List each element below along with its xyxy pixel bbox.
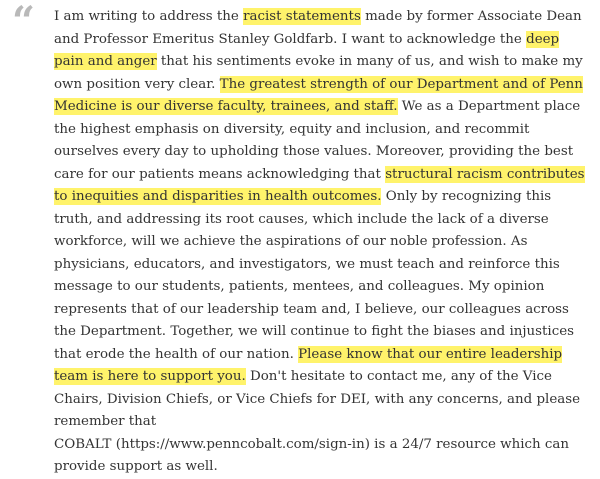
highlighted-phrase: Please know that our entire leadership team is here to support you.: [54, 346, 563, 384]
highlighted-phrase: The greatest strength of our Department and of Penn Medicine is our diverse faculty, trainees, and staff.: [54, 76, 583, 114]
highlighted-phrase: racist statements: [243, 9, 361, 24]
quote-segment: Don't hesitate to contact me, any of the Vice Chairs, Division Chiefs, or Vice Chiefs for DEI, with any concerns, and please remember that: [54, 369, 581, 429]
quote-segment: COBALT (https://www.penncobalt.com/sign-in) is a 24/7 resource which can provide support as well.: [54, 436, 569, 474]
quote-segment: made by former Associate Dean and Professor Emeritus Stanley Goldfarb. I want to acknowledge the: [54, 9, 582, 47]
highlighted-phrase: structural racism contributes to inequities and disparities in health outcomes.: [54, 166, 585, 204]
quote-text: [54, 6, 588, 479]
quote-segment: We as a Department place the highest emphasis on diversity, equity and inclusion, and recommit ourselves every day to upholding those values. Moreover, providing the best care for our patients means acknowledging that: [54, 99, 581, 182]
quote-segment: that his sentiments evoke in many of us, and wish to make my own position very clear.: [54, 54, 583, 92]
quote-segment: I am writing to address the: [54, 9, 244, 24]
quote-segment: Only by recognizing this truth, and addressing its root causes, which include the lack of a diverse workforce, will we achieve the aspirations of our noble profession. As physicians, educators, and investigators, we must teach and reinforce this message to our students, patients, mentees, and colleagues. My opinion represents that of our leadership team and, I believe, our colleagues across the Department. Together, we will continue to fight the biases and injustices that erode the health of our nation.: [54, 189, 574, 362]
highlighted-phrase: deep pain and anger: [54, 31, 560, 69]
open-quote-icon: “: [12, 0, 33, 45]
